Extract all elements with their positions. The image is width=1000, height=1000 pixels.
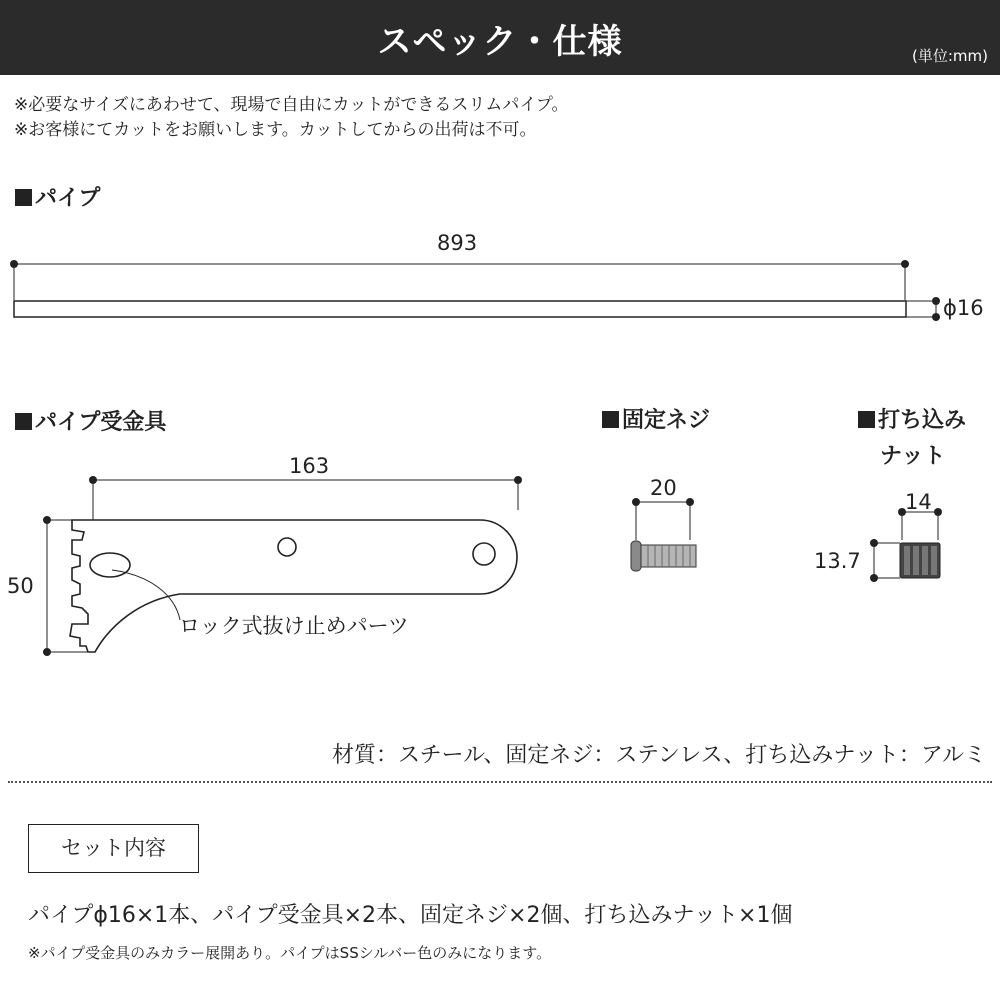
dimension-dot bbox=[932, 313, 940, 321]
bracket-pipe-hole bbox=[473, 543, 495, 565]
nut-height-label: 13.7 bbox=[814, 549, 861, 573]
page-title: スペック・仕様 bbox=[377, 22, 623, 62]
unit-note: (単位:mm) bbox=[912, 47, 988, 65]
pipe-title-text: パイプ bbox=[35, 186, 101, 211]
lock-part-label: ロック式抜け止めパーツ bbox=[179, 614, 409, 638]
nut-drawing bbox=[900, 543, 940, 578]
pipe-length-label: 893 bbox=[437, 231, 478, 255]
material-text: 材質：スチール、固定ネジ：ステンレス、打ち込みナット：アルミ bbox=[332, 743, 986, 768]
bracket-title-text: パイプ受金具 bbox=[35, 410, 167, 435]
set-content-label-box: セット内容 bbox=[28, 824, 199, 873]
lock-part bbox=[90, 553, 130, 577]
note-line-2: ※お客様にてカットをお願いします。カットしてからの出荷は不可。 bbox=[14, 120, 537, 140]
dotted-divider bbox=[8, 781, 992, 783]
screw-drawing bbox=[631, 541, 696, 571]
dimension-dot bbox=[932, 297, 940, 305]
bracket-length-label: 163 bbox=[289, 454, 330, 478]
note-line-1: ※必要なサイズにあわせて、現場で自由にカットができるスリムパイプ。 bbox=[14, 95, 569, 115]
nut-title-line2: ナット bbox=[880, 444, 946, 469]
nut-title-line1: 打ち込み bbox=[878, 408, 967, 433]
set-note-text: ※パイプ受金具のみカラー展開あり。パイプはSSシルバー色のみになります。 bbox=[28, 944, 552, 962]
pipe-body bbox=[14, 301, 906, 317]
pipe-diameter-label: ϕ16 bbox=[943, 296, 984, 320]
set-content-text: パイプϕ16×1本、パイプ受金具×2本、固定ネジ×2個、打ち込みナット×1個 bbox=[28, 903, 793, 928]
bracket-screw-hole bbox=[278, 538, 296, 556]
screw-title-text: 固定ネジ bbox=[622, 408, 711, 433]
bracket-height-label: 50 bbox=[7, 574, 34, 598]
screw-length-label: 20 bbox=[650, 476, 677, 500]
nut-width-label: 14 bbox=[905, 490, 932, 514]
